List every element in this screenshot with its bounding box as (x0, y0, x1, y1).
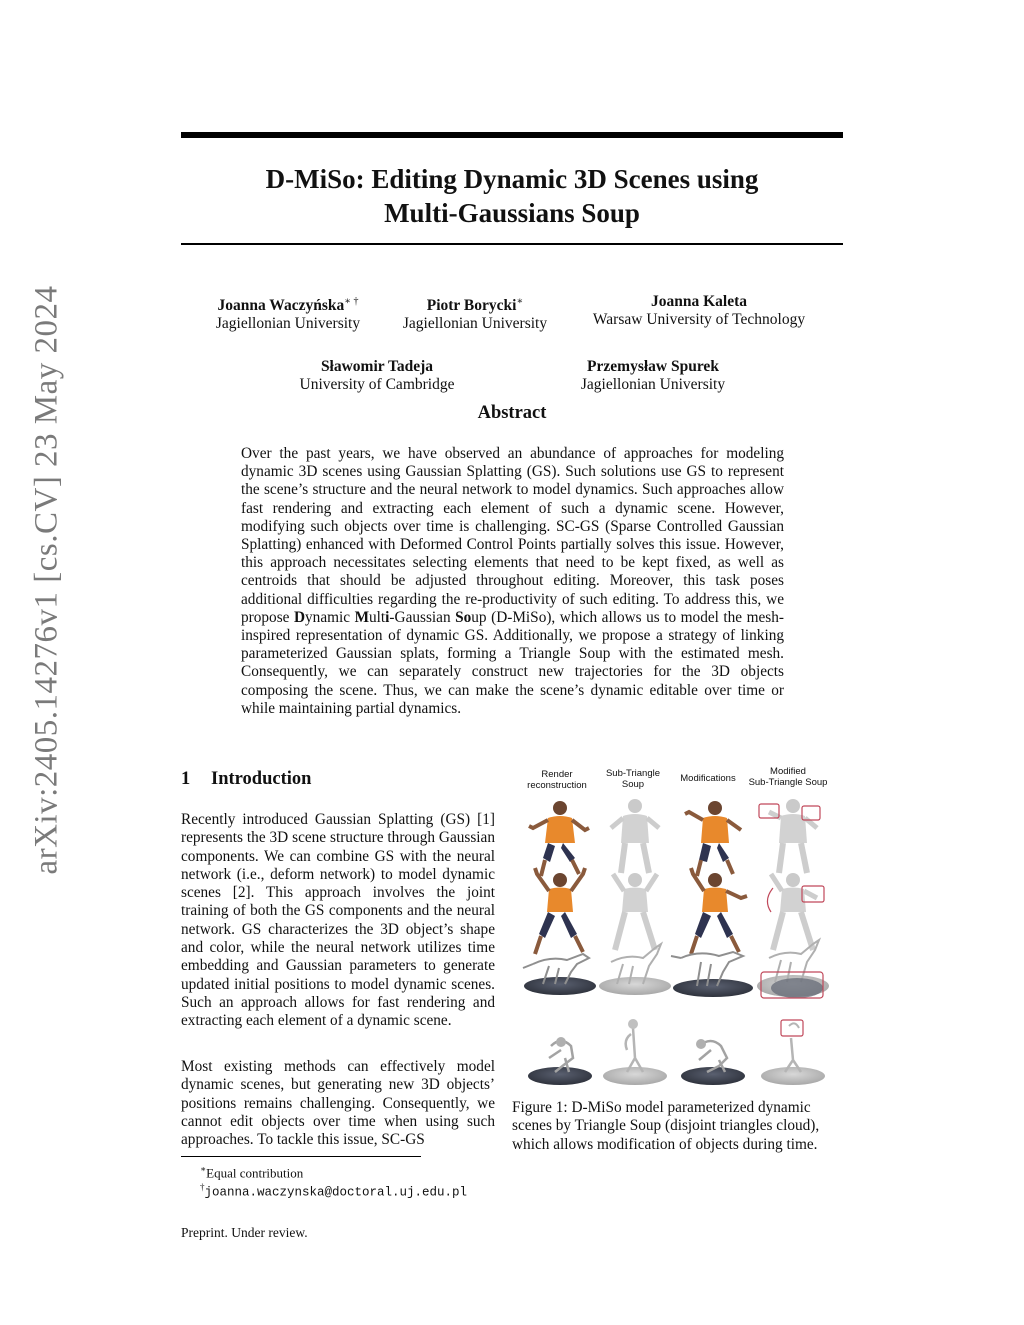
row1-render-dancer (529, 801, 589, 876)
row1-modified-subtriangle-dancer (759, 799, 820, 873)
footnote-rule (181, 1156, 421, 1157)
author-1-marks: ∗ † (344, 296, 359, 307)
row2-modified-subtriangle-dancer (767, 873, 824, 950)
author-2-affiliation: Jagiellonian University (402, 315, 548, 333)
row2-render-dancer (535, 868, 585, 954)
row2-subtriangle-dancer (613, 873, 657, 950)
fig-col-header-modified-soup (743, 766, 833, 788)
footnote-1-text: Equal contribution (206, 1165, 304, 1181)
row4-modified-skeleton (681, 1039, 745, 1085)
preprint-note: Preprint. Under review. (181, 1225, 308, 1240)
row1-subtriangle-dancer (611, 799, 659, 873)
intro-paragraph-1: Recently introduced Gaussian Splatting (GS) [1] represents the 3D scene structure through Gaussian components. We can combine GS with the neural network (i.e., deform network) to model dynamic scenes [2]. This approach involves the joint training of both the GS components and the neural network. GS characterizes the 3D object’s shape and color, while the neural network utilizes time embedding and Gaussian parameters to generate updated initial positions to model dynamic scenes. Such an approach allows for fast rendering and extracting each element of a dynamic scene. (181, 811, 495, 1030)
row3-modified-dino (671, 952, 753, 997)
title-line-2: Multi-Gaussians Soup (384, 198, 640, 228)
author-2-marks: ∗ (516, 296, 524, 307)
row2-modified-dancer (691, 868, 747, 954)
figure-1-caption: Figure 1: D-MiSo model parameterized dynamic scenes by Triangle Soup (disjoint triangles cloud), which allows modification of objects during time. (512, 1099, 820, 1153)
title-bottom-rule (181, 243, 843, 245)
footnote-2 (200, 1179, 467, 1200)
author-4 (282, 358, 472, 394)
abstract-text-5: up (D-MiSo), which allows us to model the mesh-inspired representation of dynamic GS. Additionally, we propose a strategy of linking parameterized Gaussian splats, forming a Triangle Soup with the estimated mesh. Consequently, we can separately construct new trajectories for the 3D objects composing the scene. Thus, we can make the scene’s dynamic editable over time or while maintaining partial dynamics. (241, 608, 784, 717)
arxiv-stamp (12, 200, 82, 960)
row4-subtriangle-skeleton (603, 1019, 667, 1085)
abstract-bold-m: M (354, 608, 370, 626)
author-1-affiliation: Jagiellonian University (215, 315, 361, 333)
author-3 (578, 293, 820, 329)
figure-1 (515, 760, 845, 1100)
author-5-name: Przemysław Spurek (587, 358, 719, 375)
abstract-text-3: ult (369, 608, 386, 626)
section-title: Introduction (211, 769, 312, 789)
fig-col1-line2: reconstruction (527, 780, 587, 791)
author-4-affiliation: University of Cambridge (299, 376, 455, 393)
row3-render-dino (523, 954, 596, 995)
row3-modified-subtriangle-dino (757, 940, 829, 998)
author-5-affiliation: Jagiellonian University (580, 376, 726, 393)
author-3-affiliation: Warsaw University of Technology (592, 311, 806, 328)
section-heading-introduction (181, 769, 311, 790)
abstract-heading: Abstract (477, 403, 547, 423)
author-1 (198, 293, 378, 333)
footnote-1-mark: ∗ (200, 1164, 207, 1174)
author-4-name: Sławomir Tadeja (320, 358, 434, 375)
fig-col3-line1: Modifications (680, 773, 736, 784)
fig-col1-line1: Render (541, 769, 573, 780)
footnote-2-email: joanna.waczynska@doctoral.uj.edu.pl (204, 1185, 468, 1200)
row4-modified-subtriangle-skeleton (761, 1020, 825, 1085)
author-5 (562, 358, 744, 394)
paper-title (181, 162, 843, 230)
abstract-bold-i: i (385, 608, 390, 626)
author-2 (390, 293, 560, 333)
footnote-2-mark: † (200, 1182, 205, 1192)
abstract-text-1: Over the past years, we have observed an abundance of approaches for modeling dynamic 3D scenes using Gaussian Splatting (GS). Such solutions use GS to represent the scene’s structure and the neural network to model dynamics. Such approaches allow fast rendering and extracting each element of such a dynamic scene. However, modifying such objects over time is challenging. SC-GS (Sparse Controlled Gaussian Splatting) enhanced with Deformed Control Points partially solves this issue. However, this approach necessitates selecting elements that need to be kept fixed, as well as centroids that should be adjusted throughout editing. Moreover, this task poses additional difficulties regarding the re-productivity of such editing. To address this, we propose (241, 445, 784, 626)
row4-render-skeleton (528, 1037, 592, 1085)
fig-col-header-modifications (663, 773, 753, 784)
abstract-text-2: ynamic (305, 608, 355, 626)
fig-col2-line1: Sub-Triangle (605, 768, 661, 779)
abstract-body (241, 445, 784, 718)
author-3-name: Joanna Kaleta (650, 293, 748, 310)
abstract-bold-d: D (293, 608, 306, 626)
intro-paragraph-2: Most existing methods can effectively model dynamic scenes, but generating new 3D objects’ positions remains challenging. Consequently, we cannot edit objects over time when using such approaches. To tackle this issue, SC-GS (181, 1058, 495, 1149)
section-number: 1 (181, 769, 191, 789)
fig-col2-line2: Soup (621, 779, 645, 790)
fig-col4-line1: Modified (770, 766, 806, 777)
title-top-rule (181, 132, 843, 138)
row1-modified-dancer (685, 801, 741, 876)
abstract-bold-so: So (455, 608, 472, 626)
fig-col4-line2: Sub-Triangle Soup (748, 777, 828, 788)
abstract-text-4: -Gaussian (389, 608, 456, 626)
author-1-name: Joanna Waczyńska (217, 297, 345, 315)
figure-1-panels (515, 788, 835, 1088)
title-line-1: D-MiSo: Editing Dynamic 3D Scenes using (265, 164, 759, 194)
row3-subtriangle-dino (599, 944, 671, 995)
author-2-name: Piotr Borycki (426, 297, 517, 315)
arxiv-stamp-text: arXiv:2405.14276v1 [cs.CV] 23 May 2024 (28, 285, 65, 875)
